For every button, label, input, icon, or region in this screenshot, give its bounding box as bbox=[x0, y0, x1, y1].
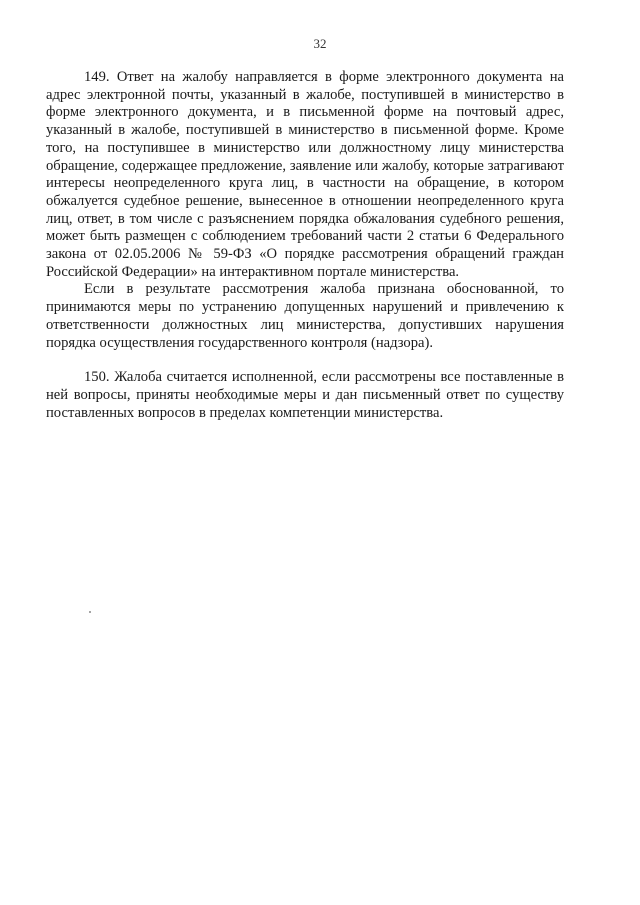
page-number: 32 bbox=[313, 36, 327, 51]
paragraph-149: 149. Ответ на жалобу направляется в форме электронного документа на адрес электронной почты, указанный в жалобе, поступившей в министерство в форме электронного документа, и в письменной форме на почтовый адрес, указанный в жалобе, поступившей в министерство в письменной форме. Кроме того, на поступившее в министерство или должностному лицу министерства обращение, содержащее предложение, заявление или жалобу, которые затрагивают интересы неопределенного круга лиц, в частности на обращение, в котором обжалуется судебное решение, вынесенное в отношении неопределенного круга лиц, ответ, в том числе с разъяснением порядка обжалования судебного решения, может быть размещен с соблюдением требований части 2 статьи 6 Федерального закона от 02.05.2006 № 59-ФЗ «О порядке рассмотрения обращений граждан Российской Федерации» на интерактивном портале министерства. bbox=[46, 69, 564, 280]
paragraph-149-continuation: Если в результате рассмотрения жалоба признана обоснованной, то принимаются меры по устранению допущенных нарушений и привлечению к ответственности должностных лиц министерства, допустивших нарушения порядка осуществления государственного контроля (надзора). bbox=[46, 281, 564, 351]
paragraph-spacer bbox=[46, 352, 564, 369]
scan-speck bbox=[89, 611, 91, 613]
paragraph-150: 150. Жалоба считается исполненной, если рассмотрены все поставленные в ней вопросы, приняты необходимые меры и дан письменный ответ по существу поставленных вопросов в пределах компетенции министерства. bbox=[46, 369, 564, 421]
document-body bbox=[46, 69, 564, 422]
